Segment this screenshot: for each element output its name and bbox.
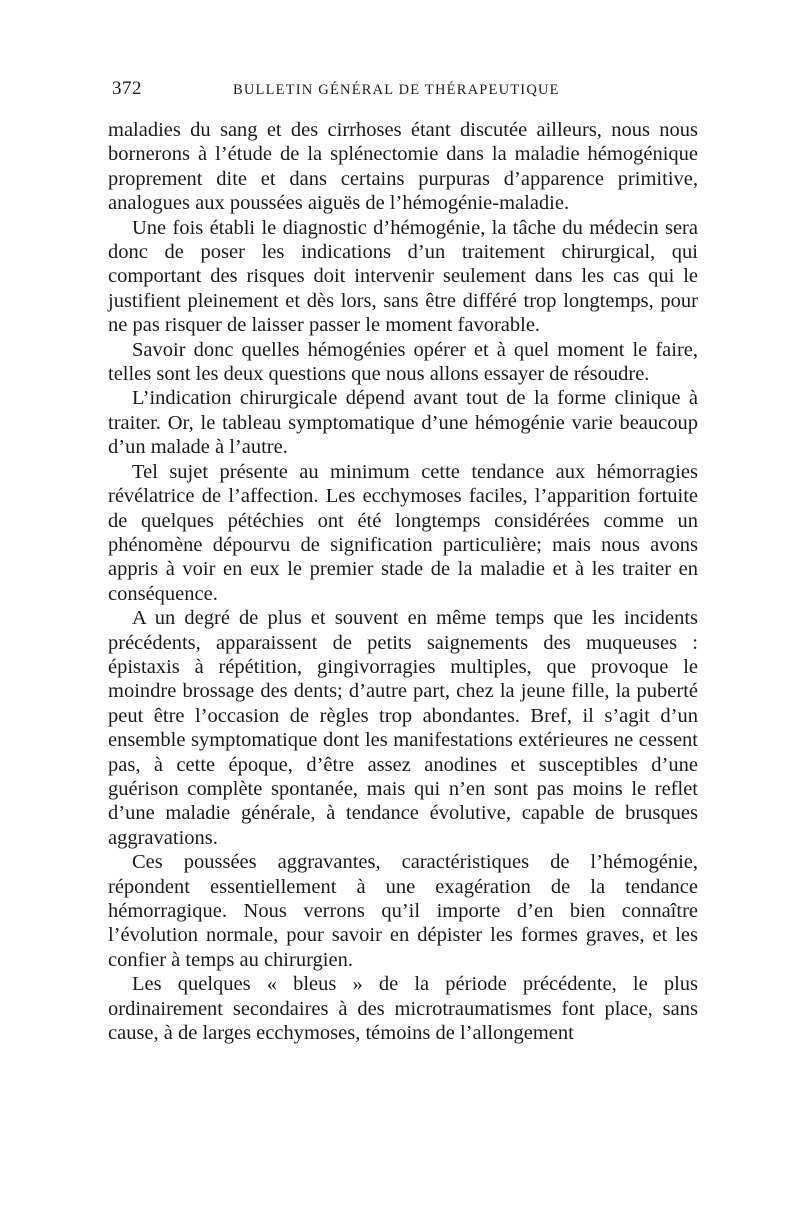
journal-title: BULLETIN GÉNÉRAL DE THÉRAPEUTIQUE xyxy=(233,82,560,98)
paragraph-8: Les quelques « bleus » de la période précédente, le plus ordinairement secondaires à des microtraumatismes font place, sans cause, à de larges ecchymoses, témoins de l’allongement xyxy=(108,973,698,1045)
body-text xyxy=(108,118,698,1045)
paragraph-1: maladies du sang et des cirrhoses étant discutée ailleurs, nous nous bornerons à l’étude de la splénectomie dans la maladie hémogénique proprement dite et dans certains purpuras d’apparence primitive, analogues aux poussées aiguës de l’hémogénie-maladie. xyxy=(108,119,698,215)
paragraph-2: Une fois établi le diagnostic d’hémogénie, la tâche du médecin sera donc de poser les indications d’un traitement chirurgical, qui comportant des risques doit intervenir seulement dans les cas qui le justifient pleinement et dès lors, sans être différé trop longtemps, pour ne pas risquer de laisser passer le moment favorable. xyxy=(108,216,698,337)
running-header xyxy=(108,72,698,106)
paragraph-6: A un degré de plus et souvent en même temps que les incidents précédents, apparaissent de petits saignements des muqueuses : épistaxis à répétition, gingivorragies multiples, que provoque le moindre brossage des dents; d’autre part, chez la jeune fille, la puberté peut être l’occasion de règles trop abondantes. Bref, il s’agit d’un ensemble symptomatique dont les manifestations extérieures ne cessent pas, à cette époque, d’être assez anodines et susceptibles d’une guérison complète spontanée, mais qui n’en sont pas moins le reflet d’une maladie générale, à tendance évolutive, capable de brusques aggravations. xyxy=(108,607,698,849)
paragraph-7: Ces poussées aggravantes, caractéristiques de l’hémogénie, répondent essentiellement à une exagération de la tendance hémorragique. Nous verrons qu’il importe d’en bien connaître l’évolution normale, pour savoir en dépister les formes graves, et les confier à temps au chirurgien. xyxy=(108,851,698,971)
page-number: 372 xyxy=(112,78,142,99)
paragraph-5: Tel sujet présente au minimum cette tendance aux hémorragies révélatrice de l’affection. Les ecchymoses faciles, l’apparition fortuite de quelques pétéchies ont été longtemps considérées comme un phénomène dépourvu de signification particulière; mais nous avons appris à voir en eux le premier stade de la maladie et à les traiter en conséquence. xyxy=(108,460,698,605)
book-page xyxy=(108,72,698,1045)
paragraph-3: Savoir donc quelles hémogénies opérer et à quel moment le faire, telles sont les deux questions que nous allons essayer de résoudre. xyxy=(108,338,698,386)
paragraph-4: L’indication chirurgicale dépend avant tout de la forme clinique à traiter. Or, le tableau symptomatique d’une hémogénie varie beaucoup d’un malade à l’autre. xyxy=(108,387,698,459)
